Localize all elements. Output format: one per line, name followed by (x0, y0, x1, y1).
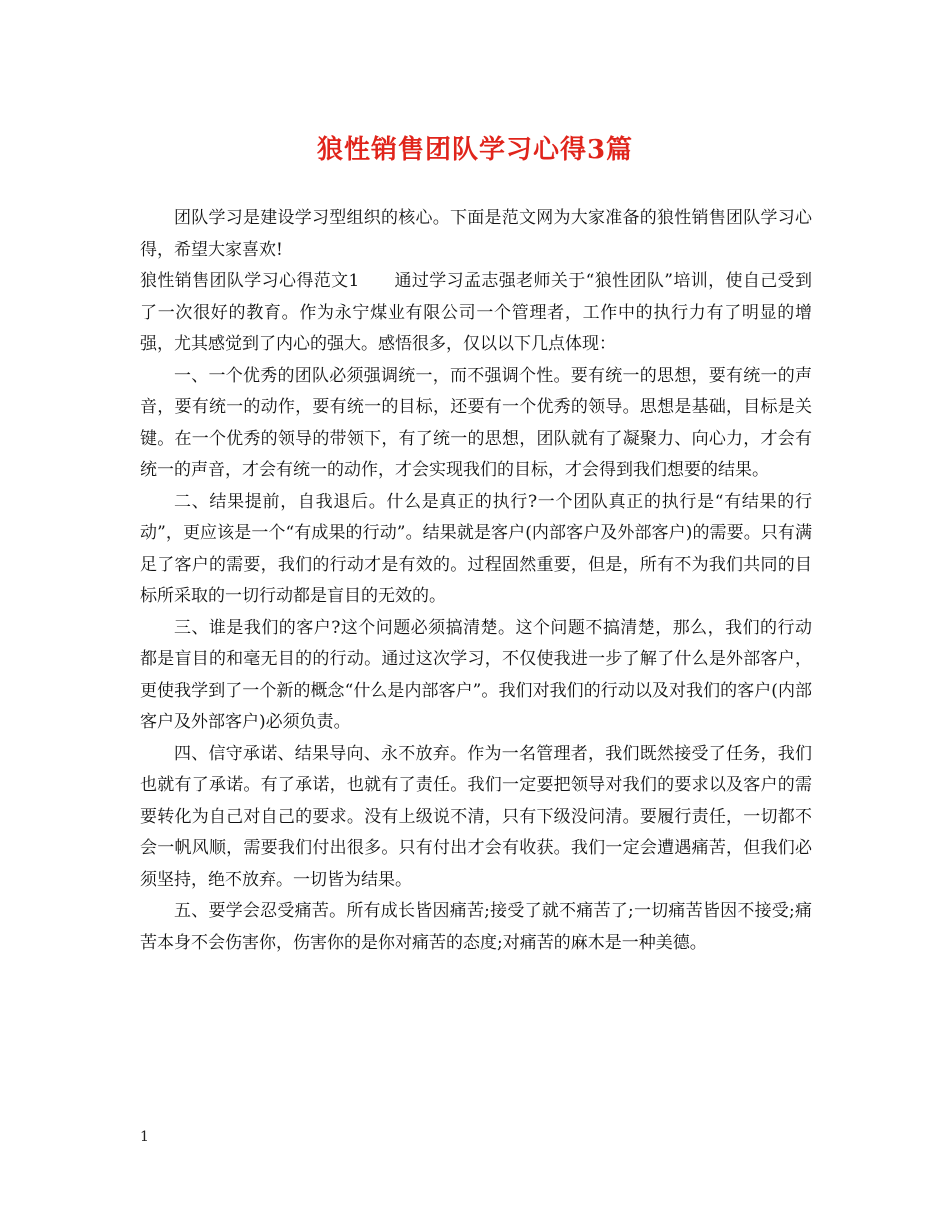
paragraph-sample-heading: 狼性销售团队学习心得范文1 通过学习孟志强老师关于“狼性团队”培训，使自己受到了一次很好的教育。作为永宁煤业有限公司一个管理者，工作中的执行力有了明显的增强，尤其感觉到了内心的强大。感悟很多，仅以以下几点体现： (140, 271, 812, 354)
document-body (140, 203, 812, 959)
paragraph-point-5: 五、要学会忍受痛苦。所有成长皆因痛苦;接受了就不痛苦了;一切痛苦皆因不接受;痛苦本身不会伤害你，伤害你的是你对痛苦的态度;对痛苦的麻木是一种美德。 (140, 901, 812, 953)
paragraph-point-2: 二、结果提前，自我退后。什么是真正的执行?一个团队真正的执行是“有结果的行动”，更应该是一个“有成果的行动”。结果就是客户(内部客户及外部客户)的需要。只有满足了客户的需要，我们的行动才是有效的。过程固然重要，但是，所有不为我们共同的目标所采取的一切行动都是盲目的无效的。 (140, 491, 812, 606)
document-title: 狼性销售团队学习心得3篇 (316, 135, 634, 165)
paragraph-intro: 团队学习是建设学习型组织的核心。下面是范文网为大家准备的狼性销售团队学习心得，希望大家喜欢! (140, 208, 812, 260)
page-number: 1 (140, 1129, 149, 1145)
paragraph-point-3: 三、谁是我们的客户?这个问题必须搞清楚。这个问题不搞清楚，那么，我们的行动都是盲目的和毫无目的的行动。通过这次学习，不仅使我进一步了解了什么是外部客户，更使我学到了一个新的概念“什么是内部客户”。我们对我们的行动以及对我们的客户(内部客户及外部客户)必须负责。 (140, 617, 812, 732)
paragraph-point-1: 一、一个优秀的团队必须强调统一，而不强调个性。要有统一的思想，要有统一的声音，要有统一的动作，要有统一的目标，还要有一个优秀的领导。思想是基础，目标是关键。在一个优秀的领导的带领下，有了统一的思想，团队就有了凝聚力、向心力，才会有统一的声音，才会有统一的动作，才会实现我们的目标，才会得到我们想要的结果。 (140, 365, 812, 480)
paragraph-point-4: 四、信守承诺、结果导向、永不放弃。作为一名管理者，我们既然接受了任务，我们也就有了承诺。有了承诺，也就有了责任。我们一定要把领导对我们的要求以及客户的需要转化为自己对自己的要求。没有上级说不清，只有下级没问清。要履行责任，一切都不会一帆风顺，需要我们付出很多。只有付出才会有收获。我们一定会遭遇痛苦，但我们必须坚持，绝不放弃。一切皆为结果。 (140, 743, 812, 890)
